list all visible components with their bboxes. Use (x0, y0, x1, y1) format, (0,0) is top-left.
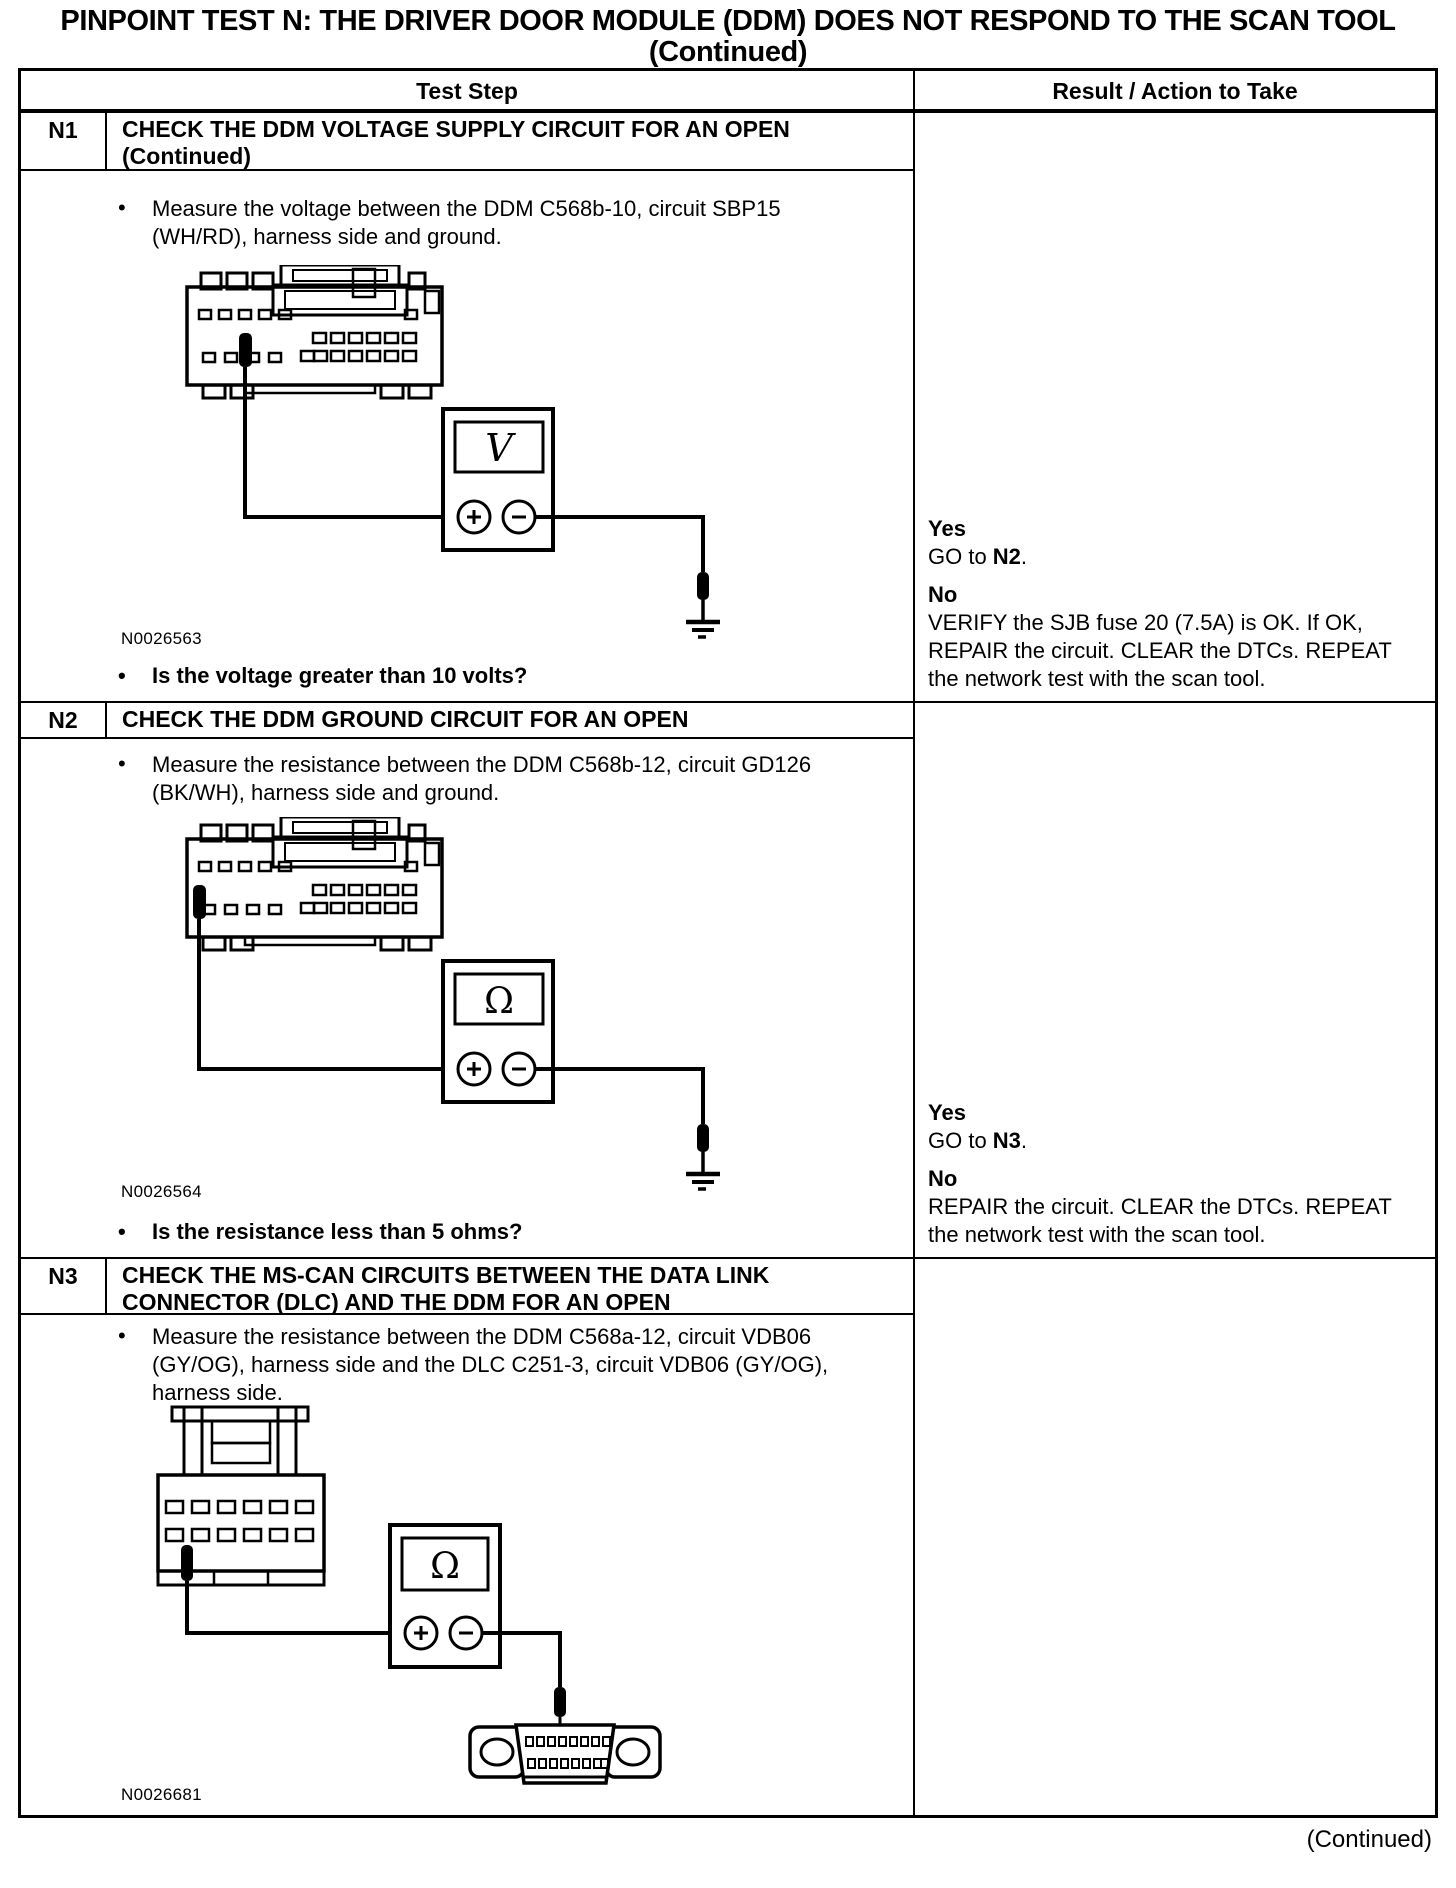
page-title-line1: PINPOINT TEST N: THE DRIVER DOOR MODULE (DDM) DOES NOT RESPOND TO THE SCAN TOOL (60, 5, 1396, 37)
test-id-n1: N1 (21, 113, 107, 171)
test-section-n3 (21, 1257, 1435, 1815)
test-content-n3 (21, 1315, 913, 1815)
result-no-action: REPAIR the circuit. CLEAR the DTCs. REPEAT the network test with the scan tool. (928, 1194, 1392, 1247)
result-no-block (928, 581, 1427, 693)
ground-icon (686, 1152, 720, 1189)
meter-symbol: Ω (484, 981, 514, 1022)
test-probe-icon (193, 885, 206, 919)
result-yes-label: Yes (928, 516, 966, 541)
result-cell-n3 (913, 1259, 1435, 1815)
ohmmeter-icon (390, 1525, 500, 1667)
meter-symbol: V (485, 426, 513, 470)
step-instruction: • Measure the voltage between the DDM C568b-10, circuit SBP15 (WH/RD), harness side and ground. (118, 195, 781, 249)
test-title-n2: CHECK THE DDM GROUND CIRCUIT FOR AN OPEN (107, 703, 913, 739)
positive-lead-wire (245, 367, 457, 517)
test-question: • Is the voltage greater than 10 volts? (118, 663, 528, 688)
meter-symbol: Ω (430, 1546, 460, 1587)
page-title-line2: (Continued) (648, 36, 808, 68)
test-content-n2 (21, 739, 913, 1257)
test-id-n2: N2 (21, 703, 107, 739)
test-section-n2 (21, 701, 1435, 1257)
figure-label: N0026563 (121, 629, 202, 648)
figure-label: N0026564 (121, 1182, 202, 1201)
bullet-icon: • (118, 751, 126, 776)
ohmmeter-icon (443, 961, 553, 1102)
test-id-n3: N3 (21, 1259, 107, 1315)
result-yes-label: Yes (928, 1100, 966, 1125)
bullet-icon: • (118, 1219, 126, 1244)
test-probe-icon (239, 333, 252, 367)
ground-probe-icon (697, 572, 709, 600)
test-probe-icon (181, 1545, 193, 1581)
ddm-dlc-ohmmeter-diagram (150, 1405, 680, 1797)
test-content-n1 (21, 171, 913, 701)
voltmeter-icon (443, 409, 553, 550)
result-yes-action: GO to N2. (928, 544, 1028, 569)
negative-lead-wire (535, 1069, 703, 1124)
result-no-action: VERIFY the SJB fuse 20 (7.5A) is OK. If OK, REPAIR the circuit. CLEAR the DTCs. REPEAT the network test with the scan tool. (928, 610, 1392, 691)
ddm-connector-voltmeter-diagram (185, 265, 725, 640)
test-question: • Is the resistance less than 5 ohms? (118, 1219, 523, 1244)
result-no-label: No (928, 1166, 958, 1191)
footer-continued: (Continued) (1306, 1826, 1432, 1853)
bullet-icon: • (118, 663, 126, 688)
test-section-n1 (21, 113, 1435, 701)
dlc-probe-icon (554, 1687, 566, 1717)
test-title-n1: CHECK THE DDM VOLTAGE SUPPLY CIRCUIT FOR AN OPEN (Continued) (107, 113, 913, 171)
page-title (0, 6, 1456, 68)
result-cell-n1 (913, 113, 1435, 701)
step-instruction: • Measure the resistance between the DDM C568b-12, circuit GD126 (BK/WH), harness side and ground. (118, 751, 812, 805)
figure-label: N0026681 (121, 1785, 202, 1804)
ddm-connector-ohmmeter-diagram (185, 817, 725, 1192)
ground-probe-icon (697, 1124, 709, 1152)
step-instruction: • Measure the resistance between the DDM C568a-12, circuit VDB06 (GY/OG), harness side and the DLC C251-3, circuit VDB06 (GY/OG), harness side. (118, 1323, 829, 1405)
ground-icon (686, 600, 720, 637)
result-yes-action: GO to N3. (928, 1128, 1028, 1153)
negative-lead-wire (535, 517, 703, 572)
result-no-block (928, 1165, 1427, 1249)
column-header-result-action: Result / Action to Take (913, 71, 1435, 109)
table-header-row (21, 71, 1435, 113)
result-cell-n2 (913, 703, 1435, 1257)
test-title-n3: CHECK THE MS-CAN CIRCUITS BETWEEN THE DATA LINK CONNECTOR (DLC) AND THE DDM FOR AN OPEN (107, 1259, 913, 1315)
result-no-label: No (928, 582, 958, 607)
positive-lead-wire (199, 919, 457, 1069)
positive-lead-wire (187, 1581, 389, 1633)
pinpoint-test-table (18, 68, 1438, 1818)
bullet-icon: • (118, 1323, 126, 1348)
column-header-test-step: Test Step (416, 78, 518, 104)
dlc-connector-icon (470, 1725, 660, 1783)
bullet-icon: • (118, 195, 126, 220)
